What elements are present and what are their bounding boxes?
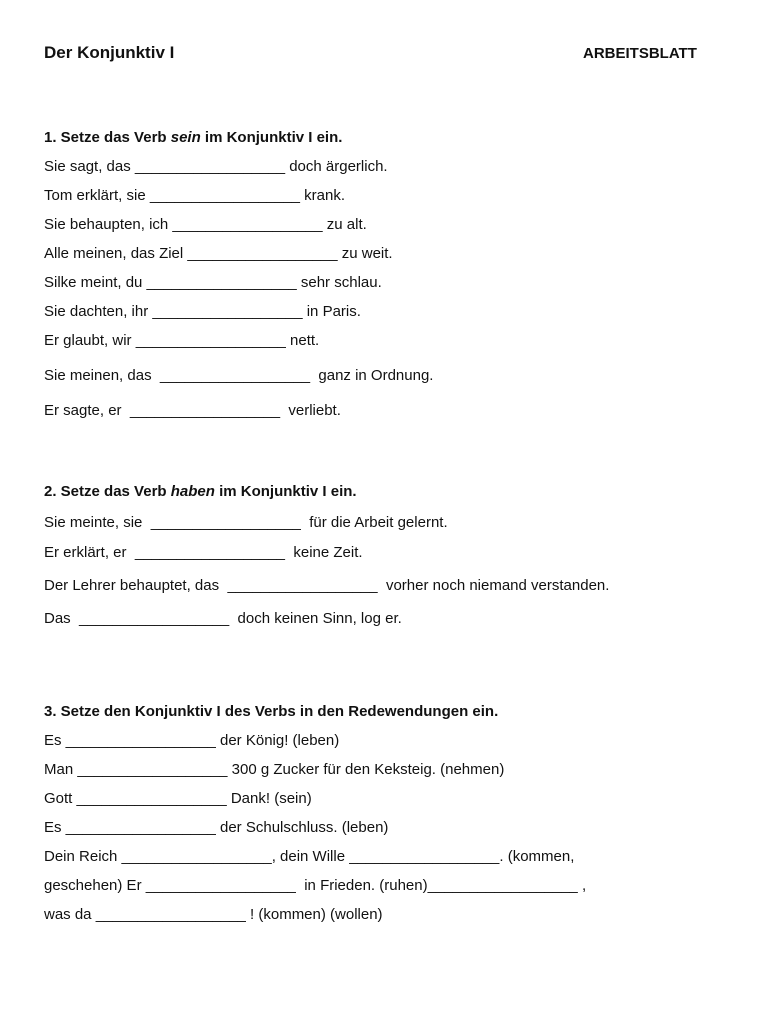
exercise-line: Dein Reich __________________, dein Wille __________________. (kommen,	[44, 848, 575, 865]
exercise-line: Es __________________ der König! (leben)	[44, 732, 340, 749]
exercise-line: Sie meinte, sie __________________ für die Arbeit gelernt.	[44, 514, 448, 531]
exercise-line: Er glaubt, wir __________________ nett.	[44, 332, 320, 349]
exercise-line: Sie dachten, ihr __________________ in Paris.	[44, 303, 361, 320]
section-2-heading	[44, 483, 357, 500]
worksheet-tag: ARBEITSBLATT	[583, 45, 697, 62]
section-2-heading-pre: 2. Setze das Verb	[44, 483, 171, 500]
exercise-line: Alle meinen, das Ziel __________________ zu weit.	[44, 245, 393, 262]
section-3-heading: 3. Setze den Konjunktiv I des Verbs in den Redewendungen ein.	[44, 703, 499, 720]
exercise-line: geschehen) Er __________________ in Frieden. (ruhen)__________________ ,	[44, 877, 587, 894]
exercise-line: Silke meint, du __________________ sehr schlau.	[44, 274, 382, 291]
section-1-heading-post: im Konjunktiv I ein.	[200, 129, 343, 146]
section-1-heading	[44, 129, 342, 146]
exercise-line: Er sagte, er __________________ verliebt.	[44, 402, 341, 419]
exercise-line: Es __________________ der Schulschluss. (leben)	[44, 819, 389, 836]
exercise-line: Sie meinen, das __________________ ganz in Ordnung.	[44, 367, 434, 384]
exercise-line: Tom erklärt, sie __________________ krank.	[44, 187, 346, 204]
section-1-heading-pre: 1. Setze das Verb	[44, 129, 171, 146]
section-2-heading-verb: haben	[170, 483, 215, 500]
exercise-line: Gott __________________ Dank! (sein)	[44, 790, 312, 807]
exercise-line: Der Lehrer behauptet, das __________________ vorher noch niemand verstanden.	[44, 577, 610, 594]
exercise-line: Das __________________ doch keinen Sinn, log er.	[44, 610, 402, 627]
exercise-line: Man __________________ 300 g Zucker für den Keksteig. (nehmen)	[44, 761, 505, 778]
exercise-line: Er erklärt, er __________________ keine Zeit.	[44, 544, 363, 561]
exercise-line: was da __________________ ! (kommen) (wollen)	[44, 906, 383, 923]
exercise-line: Sie behaupten, ich __________________ zu alt.	[44, 216, 367, 233]
section-1-heading-verb: sein	[170, 129, 201, 146]
section-2-heading-post: im Konjunktiv I ein.	[214, 483, 357, 500]
exercise-line: Sie sagt, das __________________ doch ärgerlich.	[44, 158, 388, 175]
worksheet-title: Der Konjunktiv I	[44, 43, 175, 62]
